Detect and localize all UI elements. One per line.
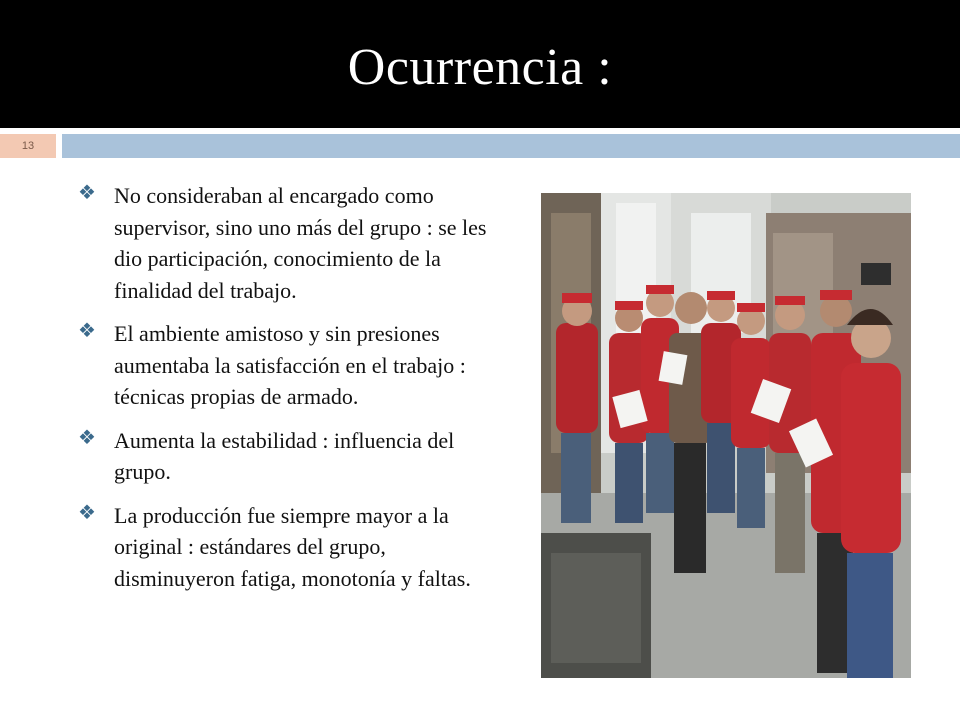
four-diamond-icon: ❖	[78, 180, 96, 204]
bullet-item	[78, 500, 498, 595]
bullet-text: El ambiente amistoso y sin presiones aumentaba la satisfacción en el trabajo : técnicas propias de armado.	[114, 321, 466, 409]
bullet-text: La producción fue siempre mayor a la original : estándares del grupo, disminuyeron fatiga, monotonía y faltas.	[114, 502, 471, 591]
bullet-text: No consideraban al encargado como supervisor, sino uno más del grupo : se les dio participación, conocimiento de la finalidad del trabajo.	[114, 183, 487, 303]
bullet-text: Aumenta la estabilidad : influencia del grupo.	[114, 427, 455, 484]
bullet-item	[78, 318, 498, 413]
accent-bar	[62, 134, 960, 158]
four-diamond-icon: ❖	[78, 424, 96, 449]
group-photo	[541, 193, 911, 678]
bullet-item	[78, 180, 498, 306]
slide-number-box	[0, 134, 56, 158]
slide-title: Ocurrencia :	[347, 38, 613, 96]
bullet-item	[78, 425, 498, 488]
slide-number: 13	[21, 140, 35, 152]
four-diamond-icon: ❖	[78, 499, 96, 524]
title-bar	[0, 0, 960, 128]
four-diamond-icon: ❖	[78, 318, 96, 342]
bullet-list	[78, 180, 498, 606]
group-photo-illustration	[541, 193, 911, 678]
